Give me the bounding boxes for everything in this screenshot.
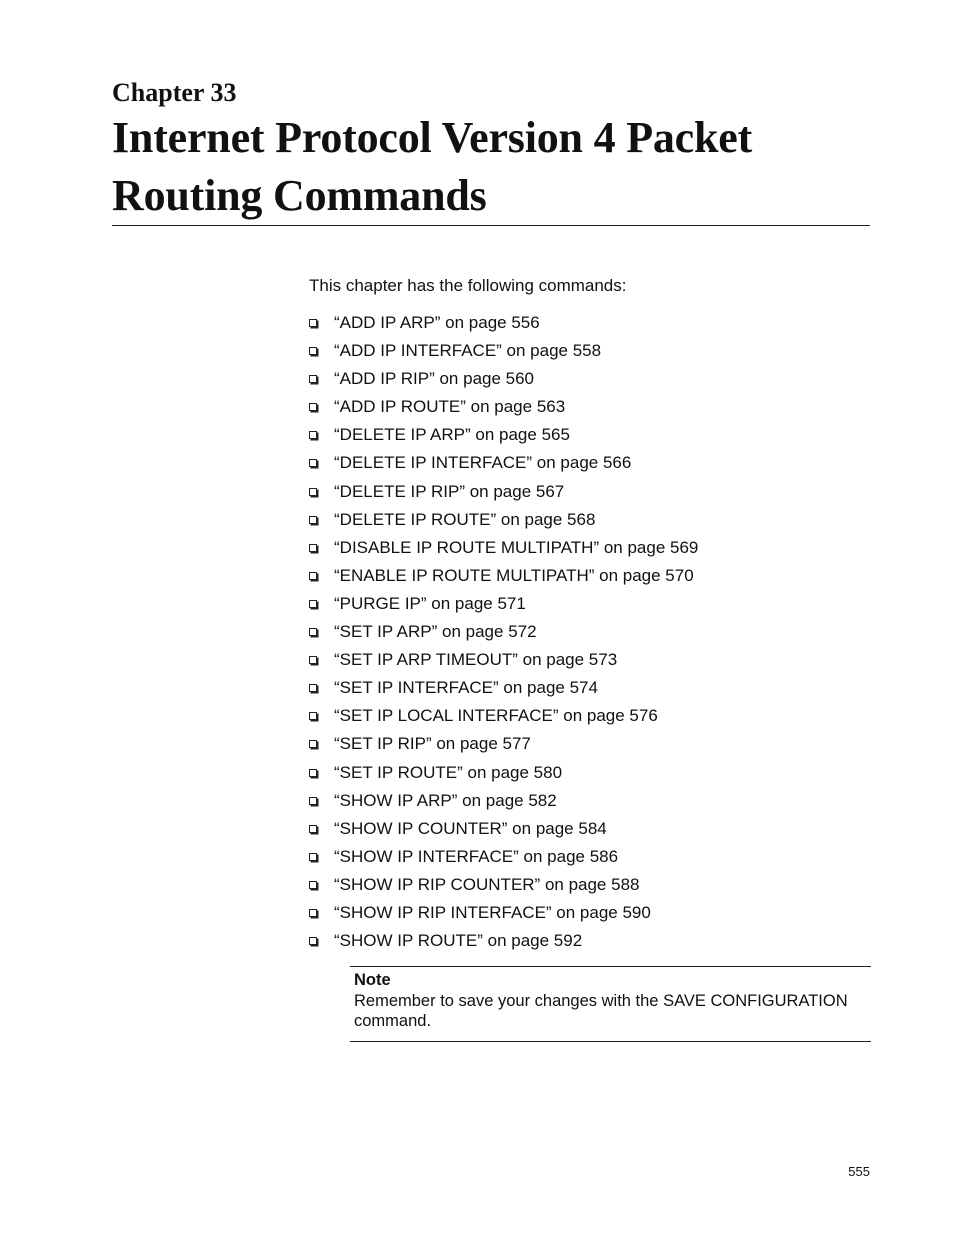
list-item	[309, 312, 698, 340]
list-item	[309, 368, 698, 396]
note-heading: Note	[354, 971, 391, 989]
intro-text: This chapter has the following commands:	[309, 276, 627, 295]
list-item	[309, 509, 698, 537]
page-number: 555	[848, 1164, 870, 1179]
list-item	[309, 565, 698, 593]
command-link[interactable]: “SHOW IP ARP” on page 582	[334, 790, 557, 810]
checkbox-bullet-icon	[309, 712, 317, 720]
checkbox-bullet-icon	[309, 572, 317, 580]
note-body: Remember to save your changes with the SAVE CONFIGURATION command.	[354, 991, 848, 1030]
list-item	[309, 649, 698, 677]
command-link[interactable]: “PURGE IP” on page 571	[334, 593, 526, 613]
command-link[interactable]: “ADD IP ARP” on page 556	[334, 313, 540, 332]
checkbox-bullet-icon	[309, 937, 317, 945]
list-item	[309, 930, 698, 958]
checkbox-bullet-icon	[309, 375, 317, 383]
list-item	[309, 902, 698, 930]
command-link[interactable]: “SET IP RIP” on page 577	[334, 734, 531, 754]
checkbox-bullet-icon	[309, 516, 317, 524]
list-item	[309, 396, 698, 424]
list-item	[309, 818, 698, 846]
command-link[interactable]: “SET IP ROUTE” on page 580	[334, 762, 563, 782]
checkbox-bullet-icon	[309, 431, 317, 439]
command-link[interactable]: “DELETE IP ARP” on page 565	[334, 425, 570, 445]
note-box	[350, 966, 871, 1042]
checkbox-bullet-icon	[309, 853, 317, 861]
chapter-label: Chapter 33	[112, 78, 237, 107]
command-link[interactable]: “ADD IP ROUTE” on page 563	[334, 397, 566, 417]
checkbox-bullet-icon	[309, 347, 317, 355]
checkbox-bullet-icon	[309, 797, 317, 805]
list-item	[309, 874, 698, 902]
command-link[interactable]: “ADD IP RIP” on page 560	[334, 369, 535, 389]
command-link[interactable]: “ADD IP INTERFACE” on page 558	[334, 341, 602, 361]
command-link[interactable]: “SHOW IP COUNTER” on page 584	[334, 818, 607, 838]
list-item	[309, 677, 698, 705]
command-link[interactable]: “SHOW IP RIP COUNTER” on page 588	[334, 874, 640, 894]
checkbox-bullet-icon	[309, 544, 317, 552]
chapter-title: Internet Protocol Version 4 Packet Routing Commands	[112, 113, 753, 220]
list-item	[309, 452, 698, 480]
checkbox-bullet-icon	[309, 769, 317, 777]
command-link[interactable]: “DELETE IP INTERFACE” on page 566	[334, 453, 632, 473]
list-item	[309, 762, 698, 790]
command-link[interactable]: “SHOW IP RIP INTERFACE” on page 590	[334, 902, 651, 922]
checkbox-bullet-icon	[309, 740, 317, 748]
checkbox-bullet-icon	[309, 600, 317, 608]
list-item	[309, 537, 698, 565]
list-item	[309, 790, 698, 818]
command-link[interactable]: “DISABLE IP ROUTE MULTIPATH” on page 569	[334, 537, 699, 557]
list-item	[309, 846, 698, 874]
checkbox-bullet-icon	[309, 881, 317, 889]
list-item	[309, 593, 698, 621]
checkbox-bullet-icon	[309, 909, 317, 917]
command-link[interactable]: “SET IP ARP” on page 572	[334, 622, 537, 642]
command-link[interactable]: “SET IP INTERFACE” on page 574	[334, 678, 598, 698]
list-item	[309, 621, 698, 649]
checkbox-bullet-icon	[309, 459, 317, 467]
checkbox-bullet-icon	[309, 656, 317, 664]
list-item	[309, 705, 698, 733]
command-link[interactable]: “ENABLE IP ROUTE MULTIPATH” on page 570	[334, 565, 694, 585]
checkbox-bullet-icon	[309, 319, 317, 327]
command-link[interactable]: “DELETE IP ROUTE” on page 568	[334, 509, 596, 529]
command-link[interactable]: “SHOW IP ROUTE” on page 592	[334, 931, 583, 951]
checkbox-bullet-icon	[309, 628, 317, 636]
command-link[interactable]: “SET IP LOCAL INTERFACE” on page 576	[334, 706, 658, 726]
checkbox-bullet-icon	[309, 684, 317, 692]
checkbox-bullet-icon	[309, 403, 317, 411]
checkbox-bullet-icon	[309, 825, 317, 833]
checkbox-bullet-icon	[309, 488, 317, 496]
title-divider	[112, 225, 870, 226]
list-item	[309, 424, 698, 452]
list-item	[309, 481, 698, 509]
command-link[interactable]: “DELETE IP RIP” on page 567	[334, 481, 565, 501]
command-list	[309, 312, 698, 958]
command-link[interactable]: “SET IP ARP TIMEOUT” on page 573	[334, 650, 618, 670]
list-item	[309, 733, 698, 761]
list-item	[309, 340, 698, 368]
command-link[interactable]: “SHOW IP INTERFACE” on page 586	[334, 846, 619, 866]
